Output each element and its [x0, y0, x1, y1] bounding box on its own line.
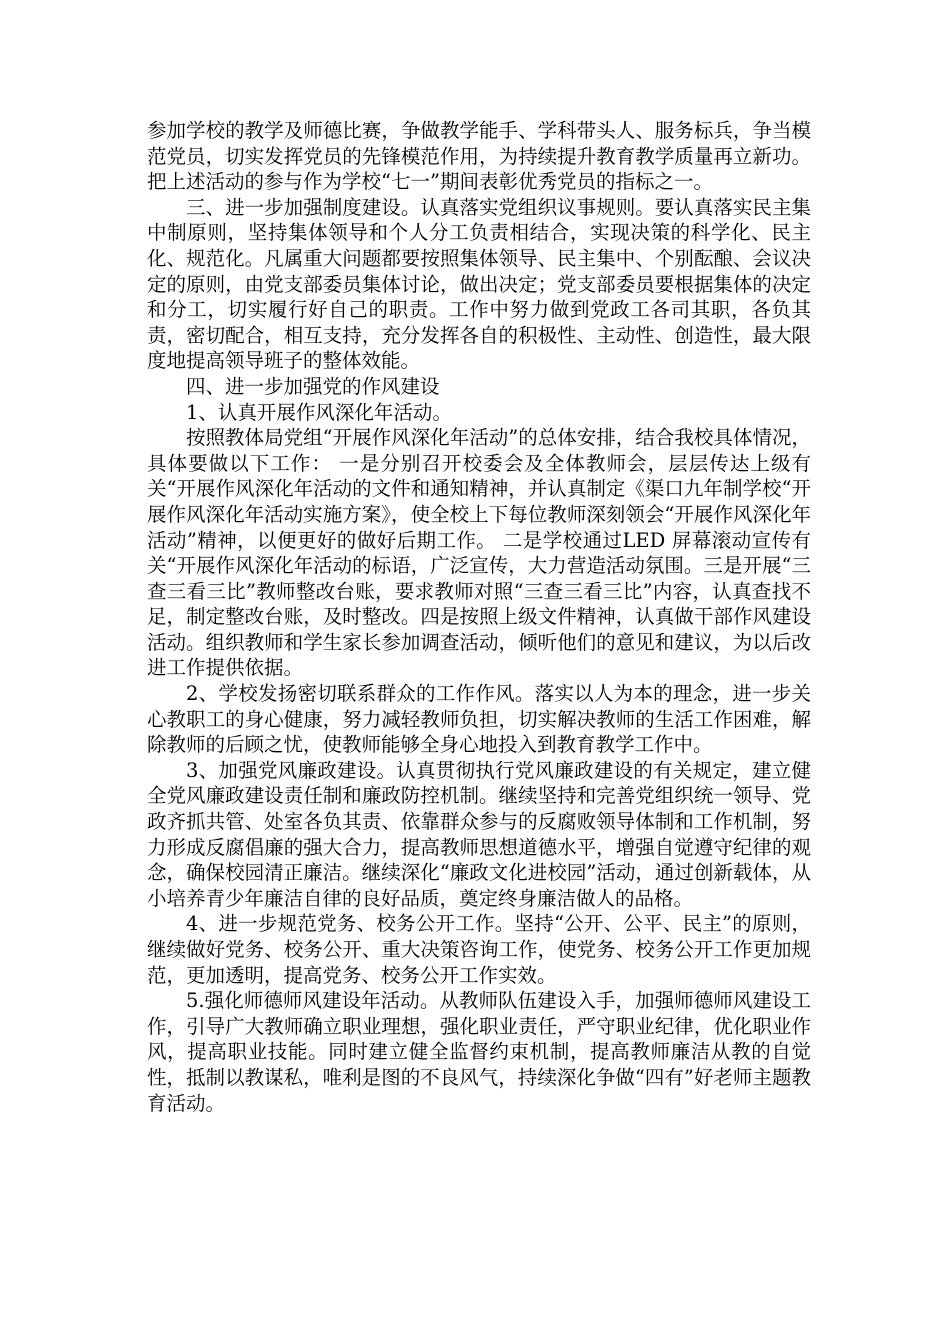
section-heading-work-style: 四、进一步加强党的作风建设 [186, 374, 440, 398]
paragraph-anti-corruption: 3、加强党风廉政建设。认真贯彻执行党风廉政建设的有关规定，建立健全党风廉政建设责任制和廉政防控机制。继续坚持和完善党组织统一领导、党政齐抓共管、处室各负其责、依靠群众参与的反腐败领导体制和工作机制，努力形成反腐倡廉的强大合力，提高教师思想道德水平，增强自觉遵守纪律的观念，确保校园清正廉洁。继续深化“廉政文化进校园”活动，通过创新载体，从小培养青少年廉洁自律的良好品质，奠定终身廉洁做人的品格。 [147, 758, 811, 910]
paragraph-continuation: 参加学校的教学及师德比赛，争做教学能手、学科带头人、服务标兵，争当模范党员，切实发挥党员的先锋模范作用，为持续提升教育教学质量再立新功。把上述活动的参与作为学校“七一”期间表彰优秀党员的指标之一。 [147, 119, 811, 194]
paragraph-deepening-year-tasks: 按照教体局党组“开展作风深化年活动”的总体安排，结合我校具体情况，具体要做以下工作： 一是分别召开校委会及全体教师会，层层传达上级有关“开展作风深化年活动的文件和通知精神，并认真制定《渠口九年制学校“开展作风深化年活动实施方案》，使全校上下每位教师深刻领会“开展作风深化年活动”精神，以便更好的做好后期工作。 二是学校通过LED 屏幕滚动宣传有关“开展作风深化年活动的标语，广泛宣传，大力营造活动氛围。三是开展“三查三看三比”教师整改台账，要求教师对照“三查三看三比”内容，认真查找不足，制定整改台账，及时整改。四是按照上级文件精神，认真做干部作风建设活动。组织教师和学生家长参加调查活动，倾听他们的意见和建议，为以后改进工作提供依据。 [147, 426, 811, 680]
subheading-deepening-year: 1、认真开展作风深化年活动。 [186, 400, 452, 424]
paragraph-affairs-openness: 4、进一步规范党务、校务公开工作。坚持“公开、公平、民主”的原则，继续做好党务、校务公开、重大决策咨询工作，使党务、校务公开工作更加规范，更加透明，提高党务、校务公开工作实效。 [147, 912, 811, 987]
document-body [147, 118, 811, 1116]
paragraph-system-building: 三、进一步加强制度建设。认真落实党组织议事规则。要认真落实民主集中制原则，坚持集体领导和个人分工负责相结合，实现决策的科学化、民主化、规范化。凡属重大问题都要按照集体领导、民主集中、个别酝酿、会议决定的原则，由党支部委员集体讨论，做出决定；党支部委员要根据集体的决定和分工，切实履行好自己的职责。工作中努力做到党政工各司其职，各负其责，密切配合，相互支持，充分发挥各自的积极性、主动性、创造性，最大限度地提高领导班子的整体效能。 [147, 195, 811, 373]
paragraph-mass-connection: 2、学校发扬密切联系群众的工作作风。落实以人为本的理念，进一步关心教职工的身心健康，努力减轻教师负担，切实解决教师的生活工作困难，解除教师的后顾之忧，使教师能够全身心地投入到教育教学工作中。 [147, 682, 811, 757]
paragraph-teacher-ethics: 5.强化师德师风建设年活动。从教师队伍建设入手，加强师德师风建设工作，引导广大教师确立职业理想，强化职业责任，严守职业纪律，优化职业作风，提高职业技能。同时建立健全监督约束机制，提高教师廉洁从教的自觉性，抵制以教谋私，唯利是图的不良风气，持续深化争做“四有”好老师主题教育活动。 [147, 989, 811, 1115]
